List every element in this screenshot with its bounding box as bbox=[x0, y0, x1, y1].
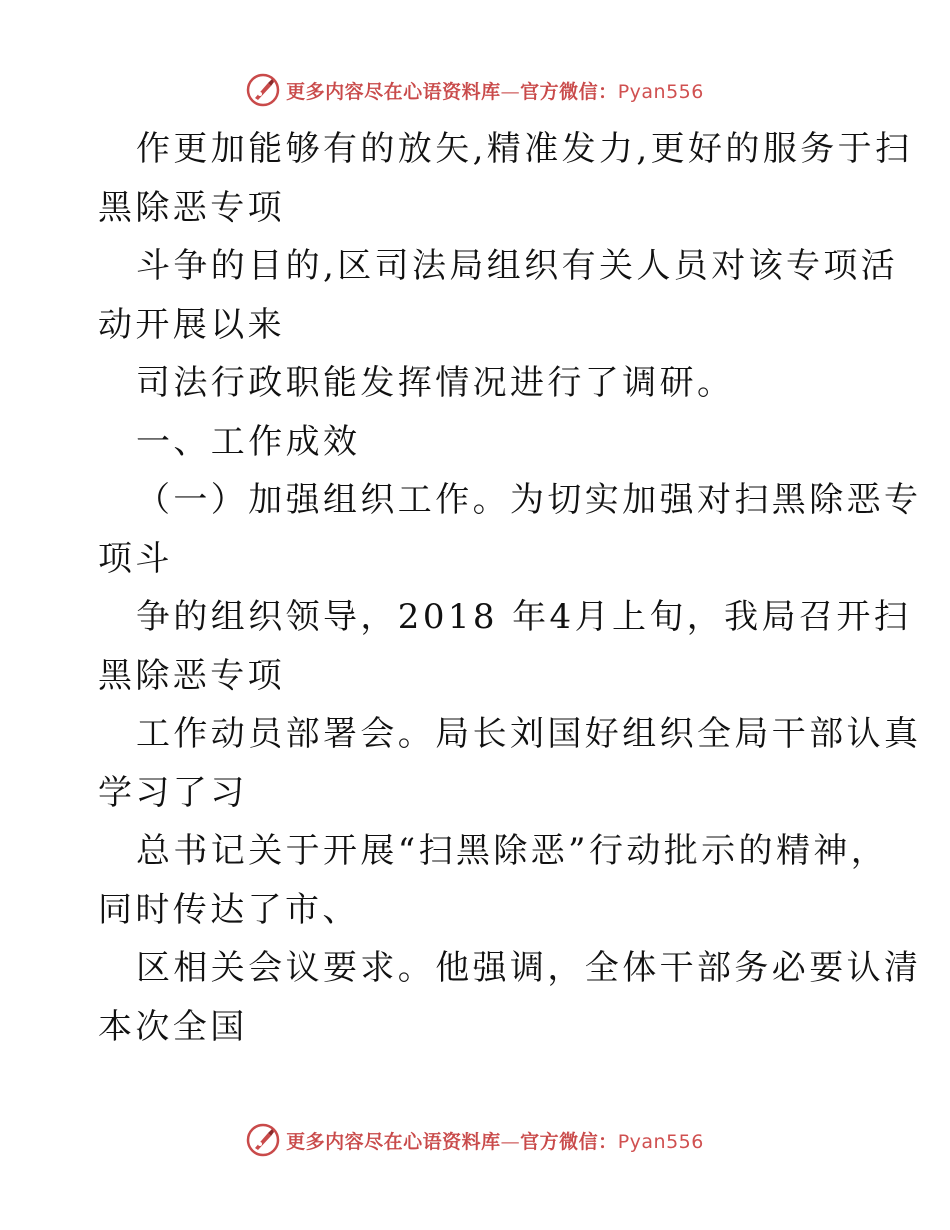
text-line: 黑除恶专项 bbox=[98, 187, 285, 228]
watermark-account: Pyan556 bbox=[617, 1130, 704, 1153]
document-body bbox=[98, 120, 922, 1056]
watermark-account: Pyan556 bbox=[617, 80, 704, 103]
text-line: 区相关会议要求。他强调，全体干部务必要认清 bbox=[136, 948, 922, 988]
text-line: 总书记关于开展“扫黑除恶”行动批示的精神， bbox=[136, 831, 889, 871]
text-line: 一、工作成效 bbox=[136, 421, 361, 462]
watermark-prefix: 更多内容尽在心语资料库 bbox=[286, 80, 501, 103]
text-line: 同时传达了市、 bbox=[98, 889, 360, 930]
watermark-dash: — bbox=[500, 80, 521, 103]
text-line: 动开展以来 bbox=[98, 304, 285, 345]
watermark-text bbox=[286, 1127, 704, 1154]
watermark-suffix: 官方微信： bbox=[520, 80, 618, 103]
text-line: 项斗 bbox=[98, 538, 173, 579]
header-watermark bbox=[0, 70, 950, 110]
watermark-dash: — bbox=[500, 1130, 521, 1153]
quill-pen-seal-icon bbox=[246, 1123, 280, 1157]
watermark-prefix: 更多内容尽在心语资料库 bbox=[286, 1130, 501, 1153]
text-line: 争的组织领导，2018 年4月上旬，我局召开扫 bbox=[136, 597, 912, 637]
text-line: 斗争的目的,区司法局组织有关人员对该专项活 bbox=[136, 246, 899, 286]
text-line: （一）加强组织工作。为切实加强对扫黑除恶专 bbox=[136, 480, 922, 520]
text-line: 工作动员部署会。局长刘国好组织全局干部认真 bbox=[136, 714, 922, 754]
text-line: 黑除恶专项 bbox=[98, 655, 285, 696]
text-line: 学习了习 bbox=[98, 772, 248, 813]
text-line: 司法行政职能发挥情况进行了调研。 bbox=[136, 363, 735, 403]
text-line: 作更加能够有的放矢,精准发力,更好的服务于扫 bbox=[136, 129, 913, 169]
quill-pen-seal-icon bbox=[246, 73, 280, 107]
text-line: 本次全国 bbox=[98, 1006, 248, 1047]
watermark-suffix: 官方微信： bbox=[520, 1130, 618, 1153]
watermark-text bbox=[286, 77, 704, 104]
footer-watermark bbox=[0, 1120, 950, 1160]
